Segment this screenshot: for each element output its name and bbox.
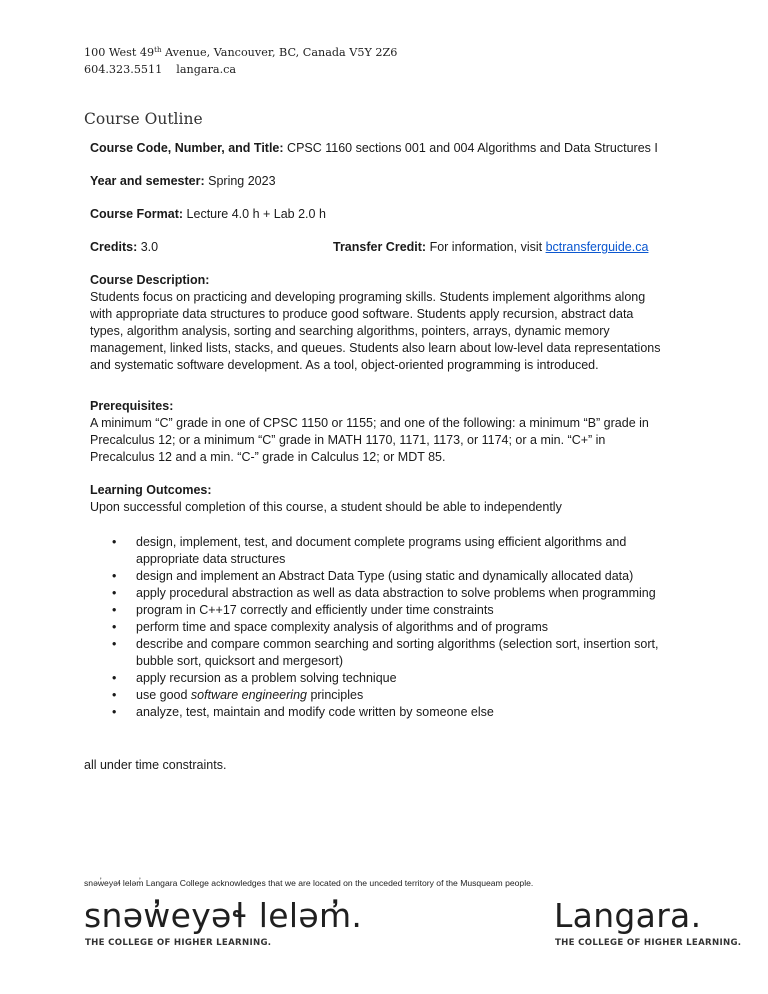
- list-item: • analyze, test, maintain and modify code written by someone else: [112, 705, 494, 719]
- bctransferguide-link[interactable]: bctransferguide.ca: [545, 240, 649, 254]
- description-text: Students focus on practicing and developing programing skills. Students implement algorithms along with appropriate data structures to produce good software. Students apply recursion, abstract data types, algorithm analysis, sorting and searching algorithms, pointers, arrays, dynamic memory management, linked lists, stacks, and queues. Students also learn about low-level data representations and systematic software development. As a tool, object-oriented programming is introduced.: [90, 290, 661, 372]
- land-acknowledgement: snəw̓eyəɬ leləm̓ Langara College acknowledges that we are located on the unceded territory of the Musqueam people.: [84, 878, 534, 888]
- credits-field: Credits: 3.0: [90, 240, 159, 254]
- list-item: • describe and compare common searching and sorting algorithms (selection sort, insertion sort, bubble sort, quicksort and mergesort): [112, 637, 659, 668]
- list-item: • apply procedural abstraction as well as data abstraction to solve problems when programming: [112, 586, 656, 600]
- list-item: • apply recursion as a problem solving technique: [112, 671, 397, 685]
- course-content: [90, 140, 690, 721]
- musqueam-name-logo: [84, 896, 362, 948]
- list-item: • perform time and space complexity analysis of algorithms and of programs: [112, 620, 548, 634]
- page-title: Course Outline: [84, 110, 203, 128]
- course-code-field: Course Code, Number, and Title: CPSC 1160 sections 001 and 004 Algorithms and Data Structures I: [90, 141, 658, 155]
- phone-number: 604.323.5511: [84, 63, 163, 76]
- logo-tagline-right: THE COLLEGE OF HIGHER LEARNING.: [555, 938, 742, 948]
- contact-line: [84, 61, 397, 78]
- header-address: [84, 42, 397, 78]
- outcomes-intro: Upon successful completion of this course, a student should be able to independently: [90, 500, 562, 514]
- bullet-icon: •: [112, 620, 117, 634]
- prerequisites-text: A minimum “C” grade in one of CPSC 1150 or 1155; and one of the following: a minimum “B” grade in Precalculus 12; or a minimum “C” grade in MATH 1170, 1171, 1173, or 1174; or a min. “C+” in Precalculus 12 and a min. “C-” grade in Calculus 12; or MDT 85.: [90, 416, 649, 464]
- transfer-credit-field: Transfer Credit: For information, visit bctransferguide.ca: [333, 240, 649, 254]
- list-item: • design, implement, test, and document complete programs using efficient algorithms and appropriate data structures: [112, 535, 627, 566]
- list-item: • use good software engineering principles: [112, 688, 364, 702]
- prerequisites-heading: Prerequisites:: [90, 399, 174, 413]
- logo-wordmark-left: snəw̓eyəɬ leləm̓.: [84, 896, 363, 935]
- outcomes-heading: Learning Outcomes:: [90, 483, 212, 497]
- website-text: langara.ca: [176, 63, 237, 76]
- logo-tagline-left: THE COLLEGE OF HIGHER LEARNING.: [85, 938, 272, 948]
- year-semester-field: Year and semester: Spring 2023: [90, 174, 276, 188]
- course-format-field: Course Format: Lecture 4.0 h + Lab 2.0 h: [90, 207, 326, 221]
- bullet-icon: •: [112, 586, 117, 600]
- list-item: • design and implement an Abstract Data Type (using static and dynamically allocated data): [112, 569, 634, 583]
- logo-wordmark-right: Langara.: [554, 896, 702, 935]
- bullet-icon: •: [112, 705, 117, 719]
- address-line: 100 West 49th Avenue, Vancouver, BC, Canada V5Y 2Z6: [84, 46, 398, 59]
- closing-text: all under time constraints.: [84, 758, 227, 772]
- langara-logo: [554, 896, 741, 948]
- bullet-icon: •: [112, 637, 117, 651]
- bullet-icon: •: [112, 569, 117, 583]
- description-heading: Course Description:: [90, 273, 210, 287]
- bullet-icon: •: [112, 671, 117, 685]
- credits-row: [90, 239, 690, 256]
- bullet-icon: •: [112, 603, 117, 617]
- list-item: • program in C++17 correctly and efficiently under time constraints: [112, 603, 494, 617]
- bullet-icon: •: [112, 535, 117, 549]
- outcomes-list: [90, 534, 690, 721]
- bullet-icon: •: [112, 688, 117, 702]
